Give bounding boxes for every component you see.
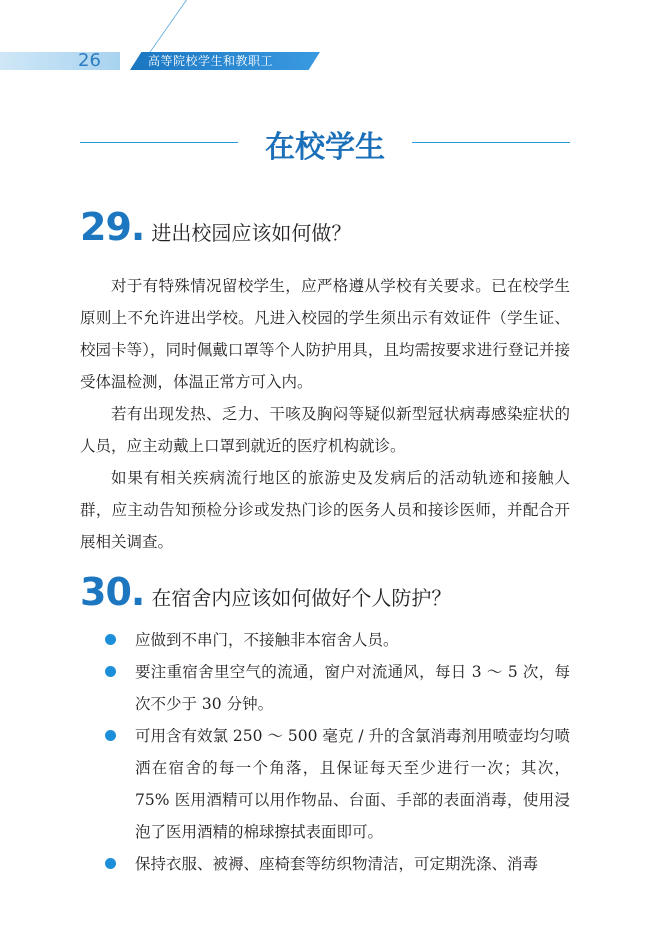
question-29-heading <box>80 205 351 253</box>
section-title: 在校学生 <box>265 130 385 165</box>
header-decor-line <box>144 0 187 60</box>
list-item-text: 要注重宿舍里空气的流通，窗户对流通风，每日 3 ～ 5 次，每次不少于 30 分钟。 <box>135 663 570 713</box>
bullet-dot-icon <box>105 634 116 645</box>
list-item-text: 应做到不串门，不接触非本宿舍人员。 <box>135 631 399 649</box>
paragraph: 如果有相关疾病流行地区的旅游史及发病后的活动轨迹和接触人群，应主动告知预检分诊或发热门诊的医务人员和接诊医师，并配合开展相关调查。 <box>80 469 570 551</box>
list-item-text: 可用含有效氯 250 ～ 500 毫克 / 升的含氯消毒剂用喷壶均匀喷洒在宿舍的每一个角落，且保证每天至少进行一次；其次，75% 医用酒精可以用作物品、台面、手部的表面消毒，使用浸泡了医用酒精的棉球擦拭表面即可。 <box>135 727 570 841</box>
bullet-dot-icon <box>105 858 116 869</box>
question-number: 30 <box>80 570 131 614</box>
bullet-dot-icon <box>105 666 116 677</box>
question-title: 进出校园应该如何做？ <box>151 221 352 245</box>
question-number: 29 <box>80 205 131 249</box>
question-dot: . <box>130 570 146 614</box>
question-dot: . <box>130 205 146 249</box>
paragraph: 若有出现发热、乏力、干咳及胸闷等疑似新型冠状病毒感染症状的人员，应主动戴上口罩到就近的医疗机构就诊。 <box>80 405 570 455</box>
page-number: 26 <box>78 50 101 71</box>
header-band-title: 高等院校学生和教职工 <box>148 54 274 68</box>
question-30-heading <box>80 570 451 618</box>
paragraph: 对于有特殊情况留校学生，应严格遵从学校有关要求。已在校学生原则上不允许进出学校。凡进入校园的学生须出示有效证件（学生证、校园卡等），同时佩戴口罩等个人防护用具，且均需按要求进行登记并接受体温检测，体温正常方可入内。 <box>80 277 570 391</box>
section-rule-right <box>412 142 570 143</box>
bullet-dot-icon <box>105 730 116 741</box>
section-rule-left <box>80 142 238 143</box>
question-title: 在宿舍内应该如何做好个人防护？ <box>151 586 452 610</box>
list-item-text: 保持衣服、被褥、座椅套等纺织物清洁，可定期洗涤、消毒 <box>135 855 539 873</box>
